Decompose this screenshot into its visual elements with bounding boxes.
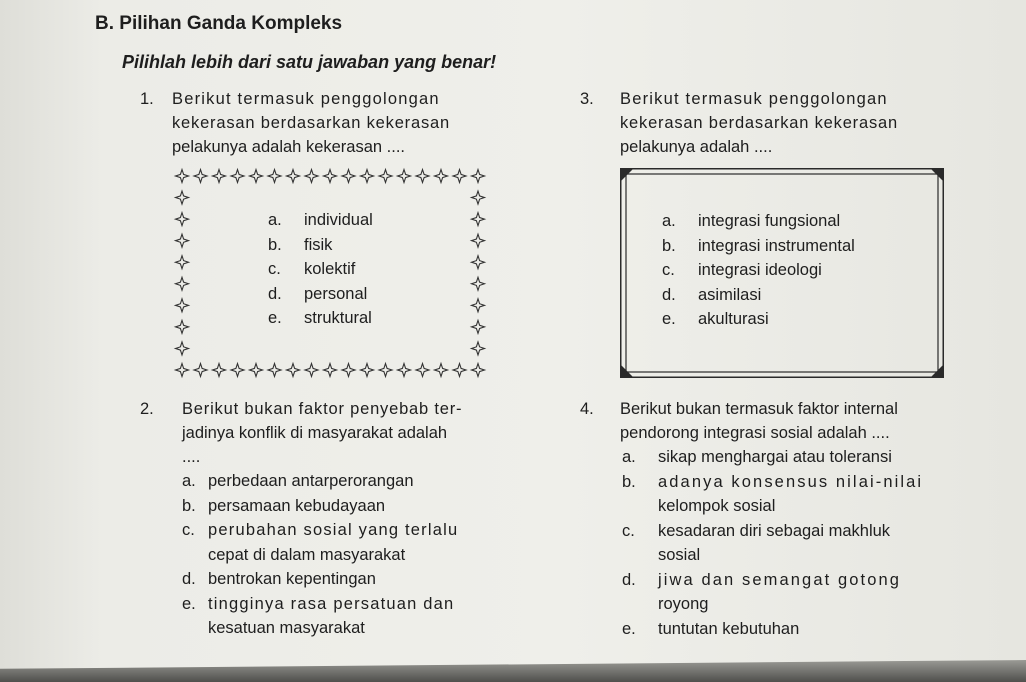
option-letter: d. — [268, 284, 282, 303]
option-letter: a. — [662, 212, 676, 230]
option-text: adanya konsensus nilai-nilai — [658, 472, 924, 491]
diamond-ornament-icon — [379, 364, 392, 377]
option-c[interactable] — [662, 258, 855, 283]
option-c[interactable] — [622, 519, 923, 568]
question-line: .... — [182, 448, 201, 466]
option-text: cepat di dalam masyarakat — [208, 545, 406, 564]
option-e[interactable] — [182, 592, 458, 641]
option-text: personal — [304, 284, 368, 303]
diamond-ornament-icon — [213, 170, 226, 183]
diamond-ornament-icon — [472, 213, 485, 226]
diamond-ornament-icon — [342, 170, 355, 183]
option-letter: d. — [662, 285, 676, 304]
diamond-ornament-icon — [416, 364, 429, 377]
question-line: Berikut termasuk penggolongan — [172, 90, 440, 108]
option-text: jiwa dan semangat gotong — [658, 570, 902, 589]
option-text: fisik — [304, 235, 333, 254]
option-text: royong — [658, 595, 709, 613]
option-letter: e. — [268, 309, 282, 327]
diamond-ornament-icon — [472, 234, 485, 247]
question-2-options — [182, 469, 458, 641]
diamond-ornament-icon — [361, 364, 374, 377]
option-letter: d. — [622, 570, 636, 589]
option-text: integrasi instrumental — [698, 236, 855, 255]
question-line: Berikut bukan faktor penyebab ter- — [182, 400, 463, 418]
question-number: 2. — [140, 400, 154, 418]
diamond-ornament-icon — [250, 170, 263, 183]
option-text: tuntutan kebutuhan — [658, 619, 800, 638]
diamond-ornament-icon — [472, 320, 485, 333]
question-4-options — [622, 445, 923, 641]
diamond-ornament-icon — [324, 364, 337, 377]
option-e[interactable] — [662, 307, 855, 332]
diamond-ornament-icon — [194, 364, 207, 377]
diamond-ornament-icon — [472, 277, 485, 290]
option-d[interactable] — [268, 282, 373, 307]
diamond-ornament-icon — [305, 170, 318, 183]
diamond-ornament-icon — [250, 364, 263, 377]
question-4 — [580, 397, 898, 445]
option-a[interactable] — [182, 469, 458, 494]
diamond-ornament-icon — [324, 170, 337, 183]
option-text: persamaan kebudayaan — [208, 496, 386, 515]
option-b[interactable] — [662, 234, 855, 259]
diamond-ornament-icon — [268, 170, 281, 183]
question-1 — [140, 87, 450, 159]
question-line: kekerasan berdasarkan kekerasan — [620, 114, 898, 132]
option-letter: d. — [182, 570, 196, 588]
diamond-ornament-icon — [176, 213, 189, 226]
question-2 — [140, 397, 462, 469]
option-letter: a. — [182, 472, 196, 490]
question-line: jadinya konflik di masyarakat adalah — [182, 424, 448, 442]
option-c[interactable] — [182, 518, 458, 567]
option-a[interactable] — [622, 445, 923, 470]
question-line: pelakunya adalah .... — [620, 138, 773, 156]
option-b[interactable] — [182, 494, 458, 519]
question-3-options — [662, 209, 855, 332]
option-d[interactable] — [662, 283, 855, 308]
option-text: sikap menghargai atau toleransi — [658, 448, 892, 466]
diamond-ornament-icon — [213, 364, 226, 377]
option-letter: a. — [622, 448, 636, 466]
diamond-ornament-icon — [305, 364, 318, 377]
option-letter: e. — [182, 594, 196, 613]
diamond-ornament-icon — [176, 299, 189, 312]
question-line: kekerasan berdasarkan kekerasan — [172, 114, 450, 132]
option-text: individual — [304, 211, 373, 229]
diamond-ornament-icon — [435, 170, 448, 183]
diamond-ornament-icon — [472, 342, 485, 355]
option-letter: b. — [662, 236, 676, 255]
diamond-ornament-icon — [176, 320, 189, 333]
diamond-ornament-icon — [287, 170, 300, 183]
option-e[interactable] — [268, 306, 373, 331]
section-title: B. Pilihan Ganda Kompleks — [95, 13, 343, 34]
option-b[interactable] — [268, 233, 373, 258]
question-number: 3. — [580, 90, 594, 108]
option-text: perubahan sosial yang terlalu — [208, 521, 459, 539]
diamond-ornament-icon — [416, 170, 429, 183]
diamond-ornament-icon — [398, 364, 411, 377]
diamond-ornament-icon — [268, 364, 281, 377]
option-d[interactable] — [622, 568, 923, 617]
option-a[interactable] — [268, 208, 373, 233]
diamond-ornament-icon — [472, 364, 485, 377]
diamond-ornament-icon — [472, 299, 485, 312]
diamond-ornament-icon — [472, 170, 485, 183]
question-3 — [580, 87, 898, 159]
diamond-ornament-icon — [176, 277, 189, 290]
question-line: Berikut termasuk penggolongan — [620, 90, 888, 108]
diamond-ornament-icon — [231, 170, 244, 183]
option-text: perbedaan antarperorangan — [208, 472, 414, 490]
option-letter: b. — [268, 235, 282, 254]
section-instruction: Pilihlah lebih dari satu jawaban yang benar! — [122, 52, 497, 72]
question-1-options — [268, 208, 373, 331]
question-line: pelakunya adalah kekerasan .... — [172, 138, 405, 156]
option-text: kolektif — [304, 260, 356, 278]
option-text: bentrokan kepentingan — [208, 570, 376, 588]
option-text: tingginya rasa persatuan dan — [208, 594, 455, 613]
option-text: kelompok sosial — [658, 497, 776, 515]
option-text: integrasi ideologi — [698, 261, 822, 279]
diamond-ornament-icon — [453, 170, 466, 183]
option-letter: e. — [622, 619, 636, 638]
diamond-ornament-icon — [176, 364, 189, 377]
option-text: integrasi fungsional — [698, 212, 841, 230]
option-text: sosial — [658, 546, 701, 564]
option-letter: c. — [662, 261, 675, 279]
question-line: Berikut bukan termasuk faktor internal — [620, 400, 898, 418]
option-text: asimilasi — [698, 285, 762, 304]
diamond-ornament-icon — [472, 191, 485, 204]
question-number: 1. — [140, 90, 154, 108]
option-text: akulturasi — [698, 310, 769, 328]
diamond-ornament-icon — [231, 364, 244, 377]
diamond-ornament-icon — [379, 170, 392, 183]
diamond-ornament-icon — [361, 170, 374, 183]
page-edge-shadow — [0, 660, 1026, 682]
option-c[interactable] — [268, 257, 373, 282]
diamond-ornament-icon — [398, 170, 411, 183]
option-text: kesatuan masyarakat — [208, 619, 365, 637]
option-letter: c. — [622, 521, 635, 540]
option-letter: e. — [662, 310, 676, 328]
diamond-ornament-icon — [176, 234, 189, 247]
option-text: kesadaran diri sebagai makhluk — [658, 521, 891, 540]
diamond-ornament-icon — [176, 342, 189, 355]
question-number: 4. — [580, 400, 594, 418]
question-line: pendorong integrasi sosial adalah .... — [620, 424, 890, 442]
option-a[interactable] — [662, 209, 855, 234]
option-letter: c. — [268, 260, 281, 278]
diamond-ornament-icon — [472, 256, 485, 269]
diamond-ornament-icon — [453, 364, 466, 377]
diamond-ornament-icon — [194, 170, 207, 183]
option-letter: a. — [268, 211, 282, 229]
option-letter: b. — [182, 496, 196, 515]
diamond-ornament-icon — [435, 364, 448, 377]
diamond-ornament-icon — [176, 191, 189, 204]
option-text: struktural — [304, 309, 372, 327]
option-letter: c. — [182, 521, 195, 539]
option-letter: b. — [622, 472, 636, 491]
diamond-ornament-icon — [176, 256, 189, 269]
diamond-ornament-icon — [287, 364, 300, 377]
diamond-ornament-icon — [342, 364, 355, 377]
diamond-ornament-icon — [176, 170, 189, 183]
option-e[interactable] — [622, 617, 923, 642]
option-d[interactable] — [182, 567, 458, 592]
option-b[interactable] — [622, 470, 923, 519]
